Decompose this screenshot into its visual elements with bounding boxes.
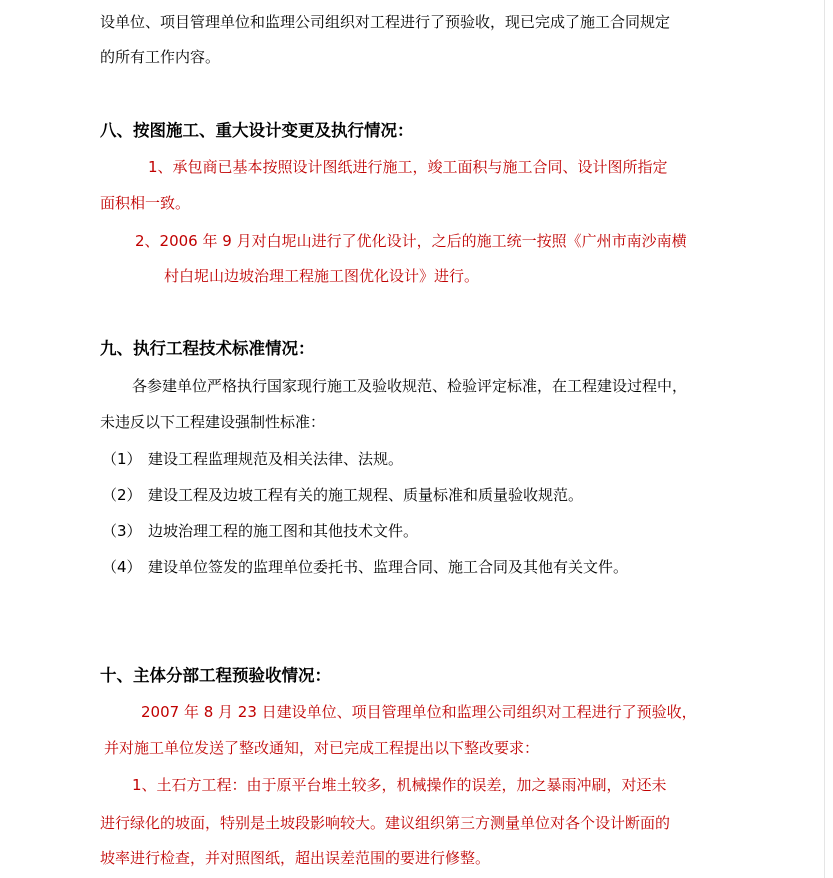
section-9-item-1-number: （1） bbox=[102, 450, 142, 468]
section-9-item-2-number: （2） bbox=[102, 486, 142, 504]
section-8-item-1-line-2: 面积相一致。 bbox=[100, 194, 191, 212]
section-10-item-1-line-3: 坡率进行检查，并对照图纸，超出误差范围的要进行修整。 bbox=[100, 849, 491, 867]
section-10-para-line-2: 并对施工单位发送了整改通知，对已完成工程提出以下整改要求： bbox=[104, 739, 540, 757]
intro-line-1: 设单位、项目管理单位和监理公司组织对工程进行了预验收，现已完成了施工合同规定 bbox=[100, 13, 671, 31]
section-9-item-3-number: （3） bbox=[102, 522, 142, 540]
section-9-item-3-text: 边坡治理工程的施工图和其他技术文件。 bbox=[148, 522, 419, 540]
section-8-item-2-line-2: 村白坭山边坡治理工程施工图优化设计》进行。 bbox=[164, 267, 480, 285]
section-9-item-2-text: 建设工程及边坡工程有关的施工规程、质量标准和质量验收规范。 bbox=[148, 486, 584, 504]
section-10-para-line-1: 2007 年 8 月 23 日建设单位、项目管理单位和监理公司组织对工程进行了预验收， bbox=[141, 703, 697, 721]
intro-line-2: 的所有工作内容。 bbox=[100, 48, 221, 66]
page-edge-divider bbox=[824, 0, 825, 878]
section-9-item-4-number: （4） bbox=[102, 558, 142, 576]
section-9-heading: 九、执行工程技术标准情况： bbox=[100, 339, 315, 358]
section-9-para-line-2: 未违反以下工程建设强制性标准： bbox=[100, 413, 326, 431]
section-9-item-1-text: 建设工程监理规范及相关法律、法规。 bbox=[148, 450, 404, 468]
section-8-item-1-line-1: 1、承包商已基本按照设计图纸进行施工，竣工面积与施工合同、设计图所指定 bbox=[148, 158, 668, 176]
section-10-item-1-line-2: 进行绿化的坡面，特别是土坡段影响较大。建议组织第三方测量单位对各个设计断面的 bbox=[100, 814, 671, 832]
section-10-item-1-line-1: 1、土石方工程：由于原平台堆土较多，机械操作的误差，加之暴雨冲刷，对还未 bbox=[132, 776, 667, 794]
section-9-item-4-text: 建设单位签发的监理单位委托书、监理合同、施工合同及其他有关文件。 bbox=[148, 558, 629, 576]
section-10-heading: 十、主体分部工程预验收情况： bbox=[100, 666, 331, 685]
section-8-item-2-line-1: 2、2006 年 9 月对白坭山进行了优化设计，之后的施工统一按照《广州市南沙南横 bbox=[135, 232, 687, 250]
section-8-heading: 八、按图施工、重大设计变更及执行情况： bbox=[100, 121, 414, 140]
section-9-para-line-1: 各参建单位严格执行国家现行施工及验收规范、检验评定标准，在工程建设过程中， bbox=[132, 377, 688, 395]
